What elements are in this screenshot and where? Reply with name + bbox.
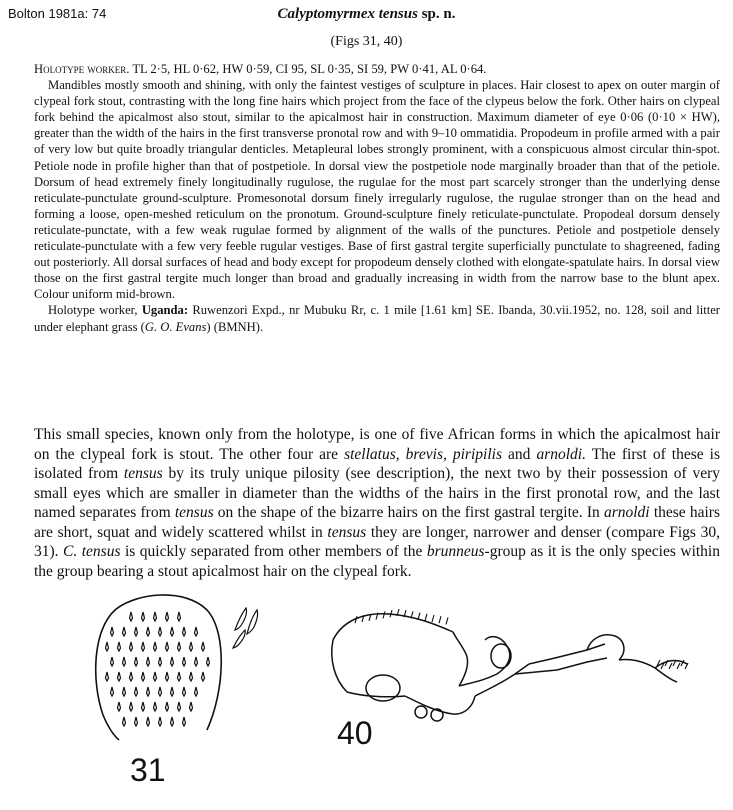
collector: G. O. Evans bbox=[144, 319, 207, 334]
hair-mark bbox=[118, 702, 121, 711]
hair-mark bbox=[159, 657, 162, 666]
hair-mark bbox=[439, 616, 441, 623]
hair-mark bbox=[669, 663, 672, 669]
type-country: Uganda: bbox=[141, 303, 189, 318]
hair-mark bbox=[135, 627, 138, 636]
hair-mark bbox=[106, 642, 109, 651]
hair-mark bbox=[142, 612, 145, 621]
hair-mark bbox=[183, 687, 186, 696]
hair-mark bbox=[123, 717, 126, 726]
hair-mark bbox=[147, 627, 150, 636]
hair-mark bbox=[130, 642, 133, 651]
hair-mark bbox=[183, 717, 186, 726]
figure-31-gaster-drawing bbox=[85, 590, 285, 755]
hair-mark bbox=[154, 702, 157, 711]
hair-mark bbox=[183, 627, 186, 636]
hair-mark bbox=[207, 657, 210, 666]
hair-mark bbox=[147, 717, 150, 726]
species-name: Calyptomyrmex tensus bbox=[277, 6, 418, 22]
hair-mark bbox=[142, 702, 145, 711]
hair-mark bbox=[190, 642, 193, 651]
hair-mark bbox=[183, 657, 186, 666]
hair-mark bbox=[202, 642, 205, 651]
hair-mark bbox=[106, 672, 109, 681]
hair-mark bbox=[130, 702, 133, 711]
citation: Bolton 1981a: 74 bbox=[8, 6, 107, 21]
hair-mark bbox=[159, 627, 162, 636]
hair-mark bbox=[135, 687, 138, 696]
hair-mark bbox=[665, 660, 668, 666]
hair-mark bbox=[111, 687, 114, 696]
measurements: . TL 2·5, HL 0·62, HW 0·59, CI 95, SL 0·35, SI 59, PW 0·41, AL 0·64. bbox=[126, 62, 487, 76]
hair-mark bbox=[166, 702, 169, 711]
hair-mark bbox=[154, 642, 157, 651]
hair-mark bbox=[123, 687, 126, 696]
hair-mark bbox=[171, 687, 174, 696]
hair-mark bbox=[190, 702, 193, 711]
hair-mark bbox=[147, 687, 150, 696]
hair-mark bbox=[118, 672, 121, 681]
hair-mark bbox=[123, 657, 126, 666]
hair-mark bbox=[111, 627, 114, 636]
hair-mark bbox=[190, 672, 193, 681]
measurements-paragraph bbox=[34, 61, 720, 77]
hair-mark bbox=[677, 663, 680, 669]
hair-mark bbox=[159, 687, 162, 696]
hair-mark bbox=[202, 672, 205, 681]
hair-mark bbox=[178, 702, 181, 711]
hair-mark bbox=[166, 672, 169, 681]
species-suffix: sp. n. bbox=[417, 6, 456, 22]
hair-mark bbox=[446, 617, 448, 624]
figure-40-label: 40 bbox=[337, 715, 373, 751]
hair-mark bbox=[123, 627, 126, 636]
hair-mark bbox=[118, 642, 121, 651]
hair-mark bbox=[195, 657, 198, 666]
hair-mark bbox=[130, 672, 133, 681]
hair-mark bbox=[154, 672, 157, 681]
hair-mark bbox=[135, 657, 138, 666]
hair-mark bbox=[178, 642, 181, 651]
holotype-label: Holotype worker bbox=[34, 62, 127, 76]
hair-mark bbox=[159, 717, 162, 726]
discussion-paragraph: This small species, known only from the holotype, is one of five African forms in which the apicalmost hair on the clypeal fork is stout. The other four are stellatus, brevis, piripilis and arnoldi. The first of these is isolated from tensus by its truly unique pilosity (see description), the next two by their possession of very small eyes which are smaller in diameter than the widths of the hairs in the first pronotal row, and the last named separates from tensus on the shape of the bizarre hairs on the first gastral tergite. In arnoldi these hairs are short, squat and widely scattered whilst in tensus they are longer, narrower and denser (compare Figs 30, 31). C. tensus is quickly separated from other members of the brunneus-group as it is the only species within the group bearing a stout apicalmost hair on the clypeal fork. bbox=[34, 426, 721, 580]
hair-mark bbox=[142, 642, 145, 651]
hair-mark bbox=[171, 627, 174, 636]
figure-31-label: 31 bbox=[130, 752, 166, 788]
hair-mark bbox=[178, 672, 181, 681]
species-title bbox=[0, 6, 733, 23]
hair-mark bbox=[195, 627, 198, 636]
hair-mark bbox=[171, 657, 174, 666]
description-block bbox=[34, 61, 720, 335]
hair-mark bbox=[142, 672, 145, 681]
hair-mark bbox=[195, 687, 198, 696]
hair-mark bbox=[383, 611, 385, 618]
hair-mark bbox=[135, 717, 138, 726]
figure-reference: (Figs 31, 40) bbox=[330, 34, 403, 49]
hair-mark bbox=[166, 642, 169, 651]
hair-mark bbox=[171, 717, 174, 726]
description-body: Mandibles mostly smooth and shining, with only the faintest vestiges of sculpture in places. Hair closest to apex on outer margin of clypeal fork stout, contrasting with the long fine hairs which project from the face of the clypeus below the fork. Other hairs on clypeal fork behind the apicalmost also stout, similar to the apicalmost hair in construction. Maximum diameter of eye 0·06 (0·10 × HW), greater than the width of the hairs in the first transverse pronotal row and with 9–10 ommatidia. Propodeum in profile armed with a pair of very low but quite broadly triangular denticles. Metapleural lobes strongly prominent, with a conspicuous almost circular thin-spot. Petiole node in profile higher than that of postpetiole. In dorsal view the postpetiole node marginally broader than that of the petiole. Dorsum of head extremely finely longitudinally rugulose, the rugulae for the most part scarcely stronger than the underlying dense reticulate-punctulate ground-sculpture. Promesonotal dorsum finely irregularly rugulose, the rugulae stronger than on the head and forming a loose, open-meshed reticulum on the pronotum. Ground-sculpture finely reticulate-punctulate. Propodeal dorsum densely reticulate-punctate, with a few weak rugulae formed by alignment of the walls of the punctures. Petiole and postpetiole densely reticulate-punctulate with a few very feeble rugular vestiges. Base of first gastral tergite superficially punctulate to shagreened, fading out posteriorly. All dorsal surfaces of head and body except for propodeum densely clothed with elongate-spatulate hairs. In dorsal view those on the first gastral tergite much longer than broad and gradually increasing in width from the narrow base to the blunt apex. Colour uniform mid-brown. bbox=[34, 78, 720, 302]
hair-mark bbox=[425, 614, 427, 621]
type-material: Holotype worker, Uganda: Ruwenzori Expd., nr Mubuku Rr, c. 1 mile [1.61 km] SE. Ibanda, 30.vii.1952, no. 128, soil and litter under elephant grass (G. O. Evans) (BMNH). bbox=[34, 303, 720, 334]
figure-40-profile-drawing bbox=[325, 600, 700, 730]
hair-mark bbox=[154, 612, 157, 621]
hair-mark bbox=[147, 657, 150, 666]
hair-mark bbox=[166, 612, 169, 621]
hair-mark bbox=[178, 612, 181, 621]
hair-mark bbox=[432, 615, 434, 622]
hair-mark bbox=[130, 612, 133, 621]
hair-mark bbox=[111, 657, 114, 666]
